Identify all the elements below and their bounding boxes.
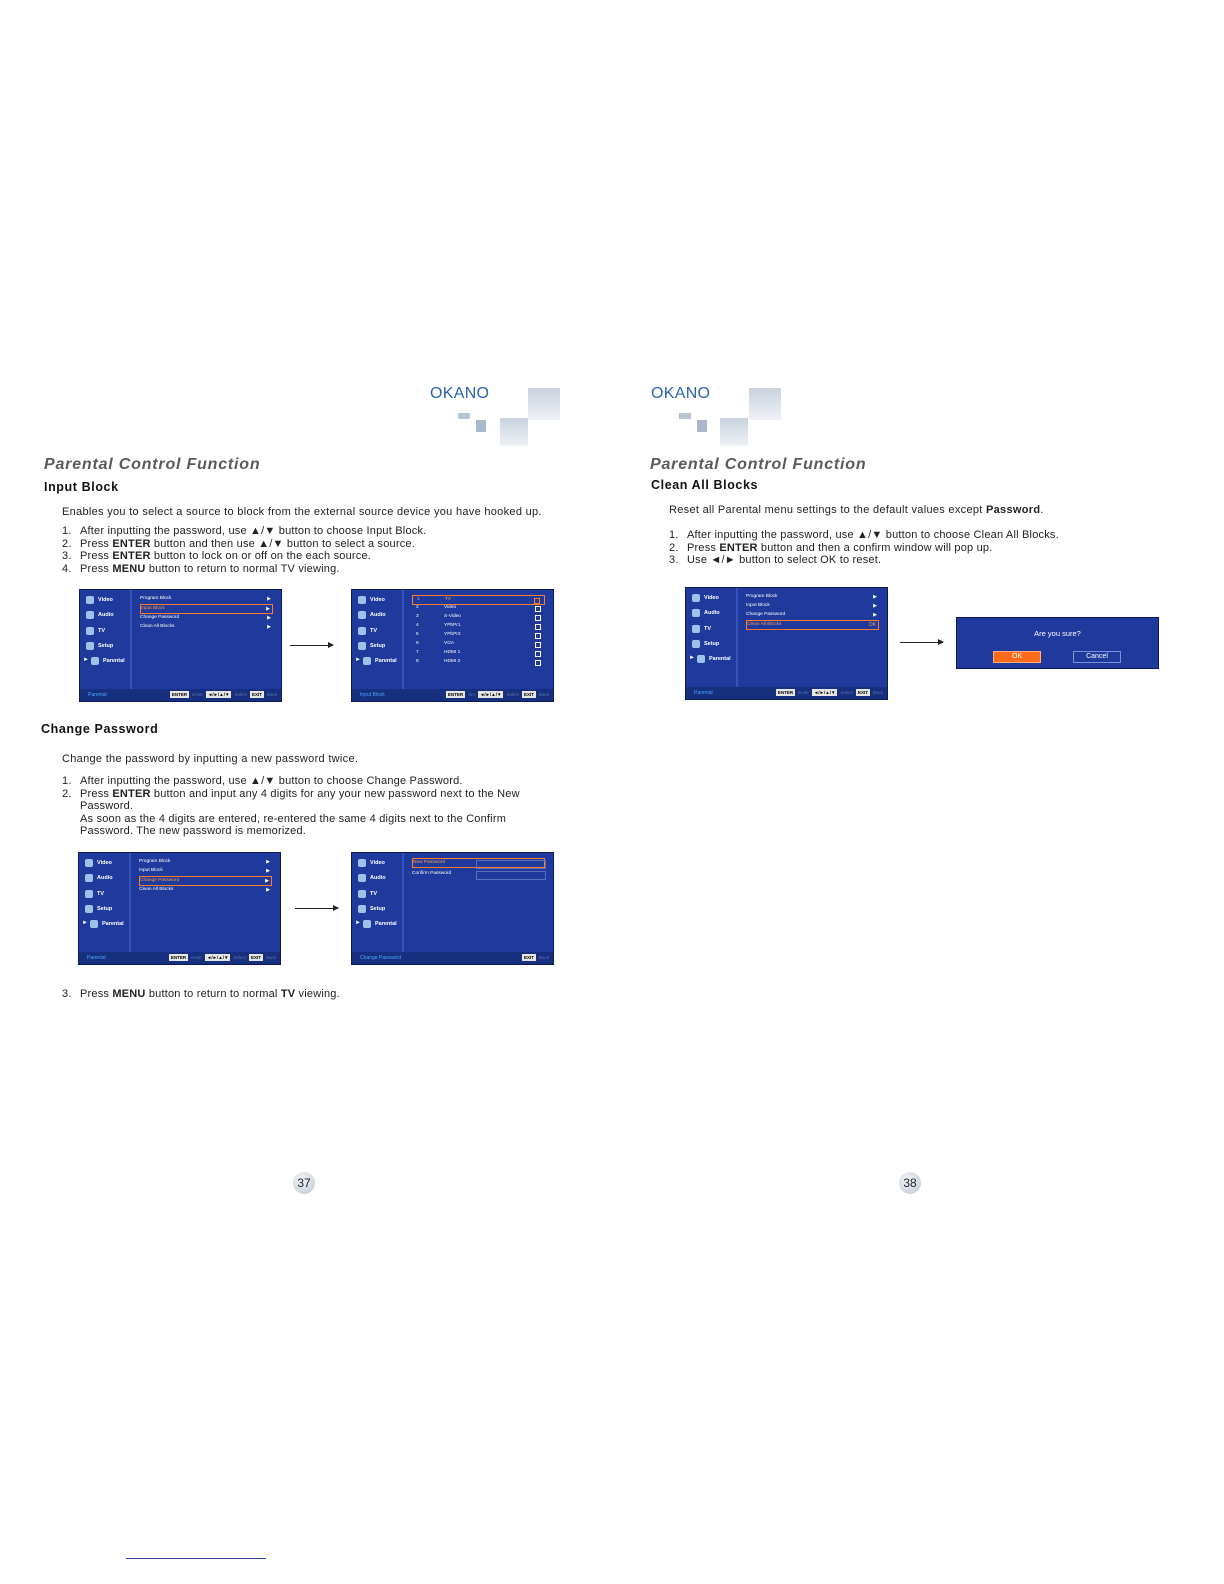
lock-checkbox [535, 606, 541, 612]
audio-icon [692, 609, 700, 617]
menu-item-change-password: Change Password ▶ [746, 612, 877, 618]
logo-decoration [528, 388, 560, 420]
lock-checkbox [535, 651, 541, 657]
source-row: 2 Video [412, 604, 545, 612]
step-item: 3. Use ◄/► button to select OK to reset. [669, 554, 882, 566]
source-row: 1 TV [412, 595, 545, 605]
tv-side-video: Video [86, 596, 113, 604]
lock-checkbox [535, 624, 541, 630]
tv-sidebar [686, 588, 738, 687]
footer-rule [126, 1558, 266, 1559]
tv-side-parental: Parental [363, 920, 397, 928]
tv-side-video: Video [358, 596, 385, 604]
confirm-dialog [956, 617, 1159, 669]
step-continuation: As soon as the 4 digits are entered, re-entered the same 4 digits next to the Confirm [80, 812, 507, 825]
menu-item-change-password: Change Password ▶ [140, 615, 271, 621]
tv-side-audio: Audio [85, 874, 113, 882]
logo-decoration [458, 413, 470, 419]
step-continuation: Password. [80, 800, 134, 812]
tv-side-tv: TV [358, 890, 377, 898]
video-icon [358, 596, 366, 604]
video-icon [85, 859, 93, 867]
step-item: 2. Press ENTER button and then use ▲/▼ button to select a source. [62, 537, 416, 550]
menu-item-input-block: Input Block ▶ [140, 604, 273, 614]
section-heading-input-block: Input Block [44, 480, 119, 494]
logo-decoration [679, 413, 691, 419]
lock-checkbox [535, 615, 541, 621]
tv-footer: Parental ENTER Enter ◄/►/▲/▼ Select EXIT Back [80, 689, 281, 701]
tv-side-tv: TV [692, 625, 711, 633]
new-password-row: New Password [412, 858, 545, 868]
source-row: 8 HDMI 2 [412, 658, 545, 666]
setup-icon [358, 905, 366, 913]
parental-icon [363, 920, 371, 928]
page-number: 37 [293, 1172, 315, 1194]
step-item: 2. Press ENTER button and then a confirm window will pop up. [669, 541, 993, 554]
tv-side-setup: Setup [86, 642, 113, 650]
source-row: 6 VGA [412, 640, 545, 648]
video-icon [692, 594, 700, 602]
video-icon [358, 859, 366, 867]
menu-item-program-block: Program Block ▶ [746, 594, 877, 600]
tv-side-video: Video [85, 859, 112, 867]
tv-sidebar [352, 590, 404, 689]
step-item: 3. Press ENTER button to lock on or off on the each source. [62, 550, 372, 562]
pointer-icon: ► [689, 655, 695, 661]
audio-icon [358, 611, 366, 619]
parental-icon [91, 657, 99, 665]
arrow-right-icon [290, 645, 333, 646]
setup-icon [692, 640, 700, 648]
source-row: 5 YPbPr2 [412, 631, 545, 639]
tv-side-video: Video [358, 859, 385, 867]
change-password-steps [62, 775, 520, 838]
logo-decoration [697, 420, 707, 432]
menu-item-clean-all-blocks: Clean All Blocks ▶ [139, 887, 270, 893]
audio-icon [86, 611, 94, 619]
arrow-right-icon [900, 642, 943, 643]
pointer-icon: ► [355, 657, 361, 663]
step-continuation: Password. The new password is memorized. [80, 825, 307, 837]
tv-side-tv: TV [85, 890, 104, 898]
section-intro: Enables you to select a source to block from the external source device you have hooked up. [62, 506, 542, 518]
new-password-field [476, 860, 546, 869]
step-item: 1. After inputting the password, use ▲/▼ button to choose Input Block. [62, 525, 427, 537]
tv-side-setup: Setup [692, 640, 719, 648]
step-item: 2. Press ENTER button and input any 4 digits for any your new password next to the New [62, 787, 520, 800]
menu-item-change-password: Change Password ▶ [139, 876, 272, 886]
lock-checkbox [535, 642, 541, 648]
tv-side-parental: Parental [90, 920, 124, 928]
menu-item-input-block: Input Block ▶ [139, 868, 270, 874]
tv-icon [358, 890, 366, 898]
logo-decoration [749, 388, 781, 420]
menu-item-program-block: Program Block ▶ [140, 596, 271, 602]
step-item: 1. After inputting the password, use ▲/▼ button to choose Change Password. [62, 775, 463, 787]
setup-icon [358, 642, 366, 650]
tv-screen-input-block [351, 589, 554, 702]
tv-footer: Parental ENTER Enter ◄/►/▲/▼ Select EXIT Back [79, 952, 280, 964]
source-row: 4 YPbPr1 [412, 622, 545, 630]
tv-icon [86, 627, 94, 635]
tv-sidebar [79, 853, 131, 952]
section-heading-change-password: Change Password [41, 722, 159, 736]
change-password-step-3: 3. Press MENU button to return to normal TV viewing. [62, 988, 340, 1000]
tv-icon [358, 627, 366, 635]
menu-item-input-block: Input Block ▶ [746, 603, 877, 609]
ok-button[interactable]: OK [993, 651, 1041, 663]
section-heading-clean-all-blocks: Clean All Blocks [651, 478, 759, 492]
tv-screen-parental-menu [79, 589, 282, 702]
tv-sidebar [352, 853, 404, 952]
source-row: 3 S-Video [412, 613, 545, 621]
page-number: 38 [899, 1172, 921, 1194]
parental-icon [697, 655, 705, 663]
menu-item-clean-all-blocks: Clean All Blocks OK [746, 620, 879, 630]
tv-icon [692, 625, 700, 633]
pointer-icon: ► [355, 920, 361, 926]
cancel-button[interactable]: Cancel [1073, 651, 1121, 663]
tv-side-parental: Parental [363, 657, 397, 665]
step-item: 1. After inputting the password, use ▲/▼ button to choose Clean All Blocks. [669, 529, 1059, 541]
section-intro: Change the password by inputting a new password twice. [62, 753, 359, 765]
parental-icon [363, 657, 371, 665]
section-intro: Reset all Parental menu settings to the default values except Password. [669, 504, 1044, 516]
tv-side-video: Video [692, 594, 719, 602]
tv-footer: Input Block ENTER Set ◄/►/▲/▼ Select EXIT Back [352, 689, 553, 701]
tv-side-audio: Audio [86, 611, 114, 619]
setup-icon [85, 905, 93, 913]
tv-footer: Parental ENTER Enter ◄/►/▲/▼ Select EXIT Back [686, 687, 887, 699]
lock-checkbox [535, 633, 541, 639]
input-block-steps [62, 525, 426, 575]
dialog-question: Are you sure? [1034, 629, 1081, 638]
pointer-icon: ► [83, 657, 89, 663]
menu-item-clean-all-blocks: Clean All Blocks ▶ [140, 624, 271, 630]
brand-logo: OKANO [651, 385, 711, 402]
tv-side-tv: TV [358, 627, 377, 635]
logo-decoration [476, 420, 486, 432]
tv-icon [85, 890, 93, 898]
tv-sidebar [80, 590, 132, 689]
tv-side-setup: Setup [85, 905, 112, 913]
lock-checkbox [535, 660, 541, 666]
audio-icon [85, 874, 93, 882]
tv-side-setup: Setup [358, 642, 385, 650]
audio-icon [358, 874, 366, 882]
parental-icon [90, 920, 98, 928]
tv-screen-change-password [351, 852, 554, 965]
logo-decoration [500, 418, 528, 446]
tv-side-tv: TV [86, 627, 105, 635]
logo-decoration [720, 418, 748, 446]
page-title: Parental Control Function [44, 456, 261, 473]
clean-all-blocks-steps [669, 529, 1059, 567]
brand-logo: OKANO [430, 385, 490, 402]
tv-side-audio: Audio [692, 609, 720, 617]
pointer-icon: ► [82, 920, 88, 926]
tv-screen-parental-menu [685, 587, 888, 700]
page-title: Parental Control Function [650, 456, 867, 473]
tv-footer: Change Password EXIT Back [352, 952, 553, 964]
arrow-right-icon [295, 908, 338, 909]
tv-side-setup: Setup [358, 905, 385, 913]
setup-icon [86, 642, 94, 650]
confirm-password-field [476, 871, 546, 880]
tv-side-audio: Audio [358, 611, 386, 619]
confirm-password-row: Confirm Password [412, 871, 452, 876]
video-icon [86, 596, 94, 604]
tv-side-audio: Audio [358, 874, 386, 882]
tv-side-parental: Parental [697, 655, 731, 663]
menu-item-program-block: Program Block ▶ [139, 859, 270, 865]
step-item: 4. Press MENU button to return to normal TV viewing. [62, 562, 340, 575]
tv-screen-parental-menu [78, 852, 281, 965]
tv-side-parental: Parental [91, 657, 125, 665]
source-row: 7 HDMI 1 [412, 649, 545, 657]
